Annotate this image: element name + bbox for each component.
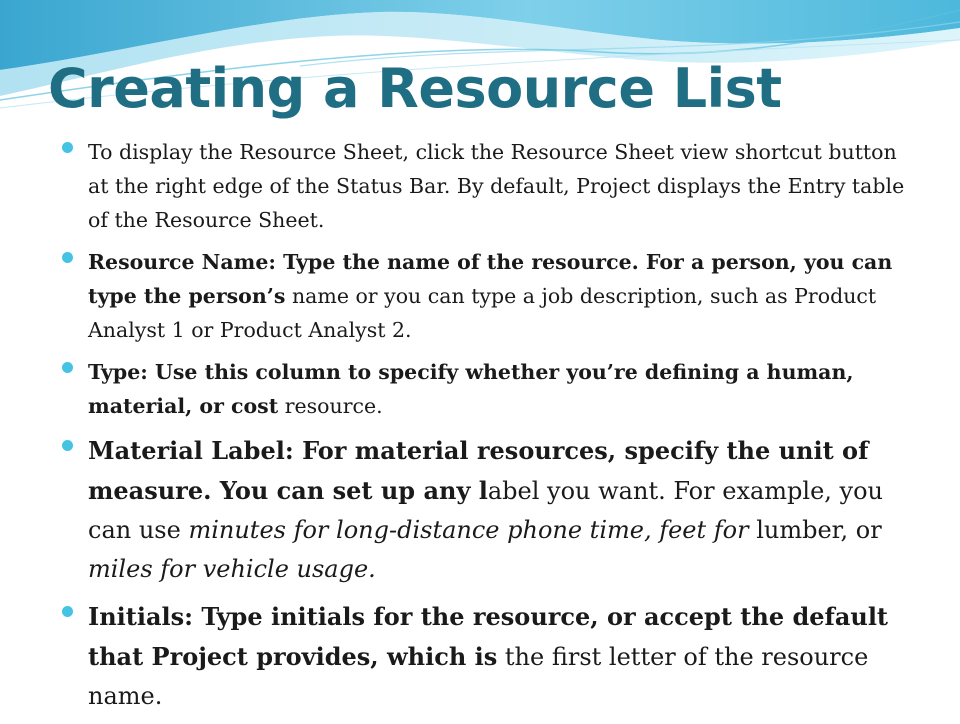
bullet-text-segment: lumber, or	[748, 516, 882, 544]
bullet-resource-sheet	[58, 135, 918, 237]
bullet-text-segment: minutes for long-distance phone time, feet for	[188, 516, 749, 544]
bullet-type	[58, 355, 918, 423]
bullet-text-segment: the first letter of the resource name.	[88, 643, 869, 710]
bullet-text-segment: name or you can type a job description, such as Product Analyst 1 or Product Analyst 2.	[88, 284, 877, 342]
bullet-dot-icon	[62, 252, 73, 263]
bullet-dot-icon	[62, 362, 73, 373]
bullet-dot-icon	[62, 142, 73, 153]
bullet-text-segment: To display the Resource Sheet, click the Resource Sheet view shortcut button at the right edge of the Status Bar. By default, Project displays the Entry table of the Resource Sheet.	[88, 140, 905, 232]
slide-title: Creating a Resource List	[48, 57, 782, 120]
bullet-text-segment: Resource Name: Type the name of the resource. For a person, you can type the person’s	[88, 250, 893, 308]
bullet-text-segment: Type: Use this column to specify whether you’re defining a human, material, or cost	[88, 360, 854, 418]
bullet-dot-icon	[62, 440, 73, 451]
bullet-text-segment: Initials: Type initials for the resource, or accept the default that Project provides, which is	[88, 602, 889, 671]
bullet-material-label	[58, 431, 918, 589]
bullet-list	[58, 135, 918, 724]
bullet-initials	[58, 597, 918, 716]
bullet-dot-icon	[62, 606, 73, 617]
bullet-resource-name	[58, 245, 918, 347]
bullet-text-segment: miles for vehicle usage.	[88, 555, 376, 583]
bullet-text-segment: abel you want. For example, you can use	[88, 477, 884, 544]
bullet-text-segment: resource.	[278, 394, 383, 418]
bullet-text-segment: Material Label: For material resources, specify the unit of measure. You can set up any l	[88, 436, 869, 505]
